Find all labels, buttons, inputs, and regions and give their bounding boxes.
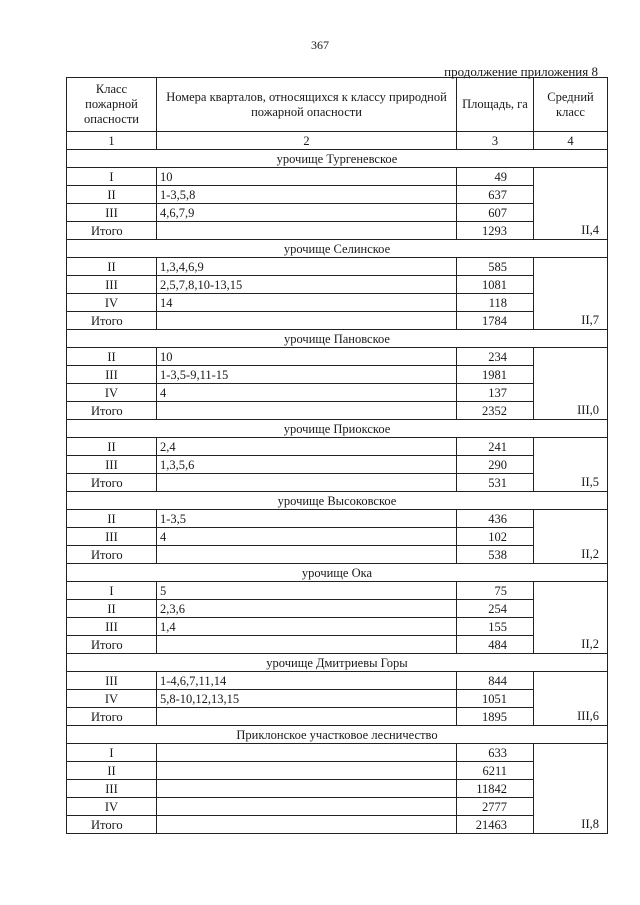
section-heading-row (67, 420, 608, 438)
area-cell: 75 (457, 582, 534, 600)
fire-danger-table (66, 77, 608, 834)
class-cell: III (67, 456, 157, 474)
quarters-cell: 4 (157, 384, 457, 402)
total-row (67, 474, 608, 492)
table-row (67, 744, 608, 762)
table-row (67, 600, 608, 618)
quarters-cell (157, 744, 457, 762)
table-row (67, 672, 608, 690)
total-area: 21463 (457, 816, 534, 834)
quarters-cell (157, 546, 457, 564)
average-cell (534, 366, 608, 384)
table-row (67, 798, 608, 816)
table-row (67, 618, 608, 636)
average-class: II,2 (534, 636, 608, 654)
average-cell (534, 258, 608, 276)
total-label: Итого (67, 816, 157, 834)
table-row (67, 780, 608, 798)
average-cell (534, 438, 608, 456)
section-heading-row (67, 330, 608, 348)
average-cell (534, 672, 608, 690)
total-area: 1293 (457, 222, 534, 240)
class-cell: III (67, 618, 157, 636)
average-cell (534, 348, 608, 366)
total-row (67, 222, 608, 240)
table-row (67, 690, 608, 708)
header-row (67, 78, 608, 132)
total-area: 484 (457, 636, 534, 654)
table-row (67, 168, 608, 186)
total-area: 531 (457, 474, 534, 492)
table-header (67, 78, 608, 132)
class-cell: II (67, 258, 157, 276)
table-row (67, 294, 608, 312)
section-name: урочище Тургеневское (67, 150, 608, 168)
average-class: III,0 (534, 402, 608, 420)
class-cell: I (67, 744, 157, 762)
area-cell: 1081 (457, 276, 534, 294)
area-cell: 1981 (457, 366, 534, 384)
column-number: 4 (534, 132, 608, 150)
class-cell: III (67, 204, 157, 222)
total-label: Итого (67, 546, 157, 564)
column-number: 2 (157, 132, 457, 150)
section-name: урочище Пановское (67, 330, 608, 348)
average-class: II,2 (534, 546, 608, 564)
table-row (67, 762, 608, 780)
table-body (67, 132, 608, 834)
quarters-cell (157, 636, 457, 654)
average-cell (534, 384, 608, 402)
quarters-cell: 14 (157, 294, 457, 312)
quarters-cell (157, 816, 457, 834)
class-cell: III (67, 276, 157, 294)
average-cell (534, 456, 608, 474)
area-cell: 436 (457, 510, 534, 528)
table-row (67, 438, 608, 456)
class-cell: IV (67, 798, 157, 816)
quarters-cell (157, 402, 457, 420)
section-name: Приклонское участковое лесничество (67, 726, 608, 744)
section-name: урочище Дмитриевы Горы (67, 654, 608, 672)
section-heading-row (67, 564, 608, 582)
average-cell (534, 510, 608, 528)
area-cell: 118 (457, 294, 534, 312)
quarters-cell (157, 312, 457, 330)
total-row (67, 708, 608, 726)
area-cell: 11842 (457, 780, 534, 798)
average-class: II,5 (534, 474, 608, 492)
table-row (67, 510, 608, 528)
class-cell: III (67, 528, 157, 546)
quarters-cell: 10 (157, 348, 457, 366)
average-cell (534, 528, 608, 546)
class-cell: II (67, 762, 157, 780)
average-cell (534, 798, 608, 816)
average-cell (534, 168, 608, 186)
class-cell: II (67, 510, 157, 528)
area-cell: 607 (457, 204, 534, 222)
quarters-cell: 5,8-10,12,13,15 (157, 690, 457, 708)
average-cell (534, 276, 608, 294)
quarters-cell (157, 762, 457, 780)
total-label: Итого (67, 402, 157, 420)
quarters-cell (157, 708, 457, 726)
total-label: Итого (67, 222, 157, 240)
class-cell: IV (67, 294, 157, 312)
area-cell: 49 (457, 168, 534, 186)
section-heading-row (67, 654, 608, 672)
header-area: Площадь, га (457, 78, 534, 132)
area-cell: 102 (457, 528, 534, 546)
total-row (67, 546, 608, 564)
quarters-cell: 1-3,5-9,11-15 (157, 366, 457, 384)
average-class: III,6 (534, 708, 608, 726)
page-number: 367 (311, 38, 329, 52)
average-cell (534, 762, 608, 780)
area-cell: 137 (457, 384, 534, 402)
table-row (67, 276, 608, 294)
quarters-cell: 4,6,7,9 (157, 204, 457, 222)
class-cell: II (67, 438, 157, 456)
header-quarters: Номера кварталов, относящихся к классу природной пожарной опасности (157, 78, 457, 132)
total-label: Итого (67, 312, 157, 330)
average-class: II,8 (534, 816, 608, 834)
table-row (67, 204, 608, 222)
total-area: 2352 (457, 402, 534, 420)
total-row (67, 636, 608, 654)
total-area: 538 (457, 546, 534, 564)
class-cell: II (67, 186, 157, 204)
table-row (67, 348, 608, 366)
total-label: Итого (67, 636, 157, 654)
average-cell (534, 780, 608, 798)
table-row (67, 186, 608, 204)
average-cell (534, 582, 608, 600)
area-cell: 637 (457, 186, 534, 204)
area-cell: 241 (457, 438, 534, 456)
area-cell: 844 (457, 672, 534, 690)
average-cell (534, 618, 608, 636)
table-row (67, 366, 608, 384)
quarters-cell: 1-3,5 (157, 510, 457, 528)
area-cell: 633 (457, 744, 534, 762)
average-cell (534, 186, 608, 204)
quarters-cell (157, 222, 457, 240)
class-cell: II (67, 600, 157, 618)
quarters-cell: 1,3,4,6,9 (157, 258, 457, 276)
quarters-cell: 2,4 (157, 438, 457, 456)
section-heading-row (67, 240, 608, 258)
class-cell: III (67, 780, 157, 798)
quarters-cell: 4 (157, 528, 457, 546)
column-number: 1 (67, 132, 157, 150)
quarters-cell (157, 780, 457, 798)
section-name: урочище Ока (67, 564, 608, 582)
quarters-cell (157, 474, 457, 492)
area-cell: 585 (457, 258, 534, 276)
average-cell (534, 204, 608, 222)
quarters-cell: 1,4 (157, 618, 457, 636)
average-cell (534, 294, 608, 312)
total-label: Итого (67, 708, 157, 726)
class-cell: I (67, 582, 157, 600)
total-row (67, 312, 608, 330)
table-row (67, 528, 608, 546)
table-row (67, 582, 608, 600)
quarters-cell (157, 798, 457, 816)
column-number: 3 (457, 132, 534, 150)
section-name: урочище Приокское (67, 420, 608, 438)
total-area: 1895 (457, 708, 534, 726)
section-name: урочище Высоковское (67, 492, 608, 510)
quarters-cell: 2,3,6 (157, 600, 457, 618)
quarters-cell: 1-3,5,8 (157, 186, 457, 204)
section-heading-row (67, 150, 608, 168)
header-class: Класс пожарной опасности (67, 78, 157, 132)
table-row (67, 384, 608, 402)
area-cell: 155 (457, 618, 534, 636)
area-cell: 2777 (457, 798, 534, 816)
average-class: II,4 (534, 222, 608, 240)
area-cell: 234 (457, 348, 534, 366)
area-cell: 254 (457, 600, 534, 618)
section-heading-row (67, 492, 608, 510)
quarters-cell: 10 (157, 168, 457, 186)
total-row (67, 816, 608, 834)
total-row (67, 402, 608, 420)
class-cell: I (67, 168, 157, 186)
class-cell: IV (67, 690, 157, 708)
quarters-cell: 5 (157, 582, 457, 600)
class-cell: IV (67, 384, 157, 402)
continuation-note: продолжение приложения 8 (444, 64, 598, 79)
quarters-cell: 1-4,6,7,11,14 (157, 672, 457, 690)
table-row (67, 456, 608, 474)
average-class: II,7 (534, 312, 608, 330)
section-heading-row (67, 726, 608, 744)
quarters-cell: 2,5,7,8,10-13,15 (157, 276, 457, 294)
average-cell (534, 600, 608, 618)
class-cell: III (67, 366, 157, 384)
class-cell: III (67, 672, 157, 690)
area-cell: 6211 (457, 762, 534, 780)
total-area: 1784 (457, 312, 534, 330)
header-average: Средний класс (534, 78, 608, 132)
section-name: урочище Селинское (67, 240, 608, 258)
average-cell (534, 744, 608, 762)
average-cell (534, 690, 608, 708)
area-cell: 1051 (457, 690, 534, 708)
quarters-cell: 1,3,5,6 (157, 456, 457, 474)
column-number-row (67, 132, 608, 150)
table-row (67, 258, 608, 276)
class-cell: II (67, 348, 157, 366)
area-cell: 290 (457, 456, 534, 474)
total-label: Итого (67, 474, 157, 492)
